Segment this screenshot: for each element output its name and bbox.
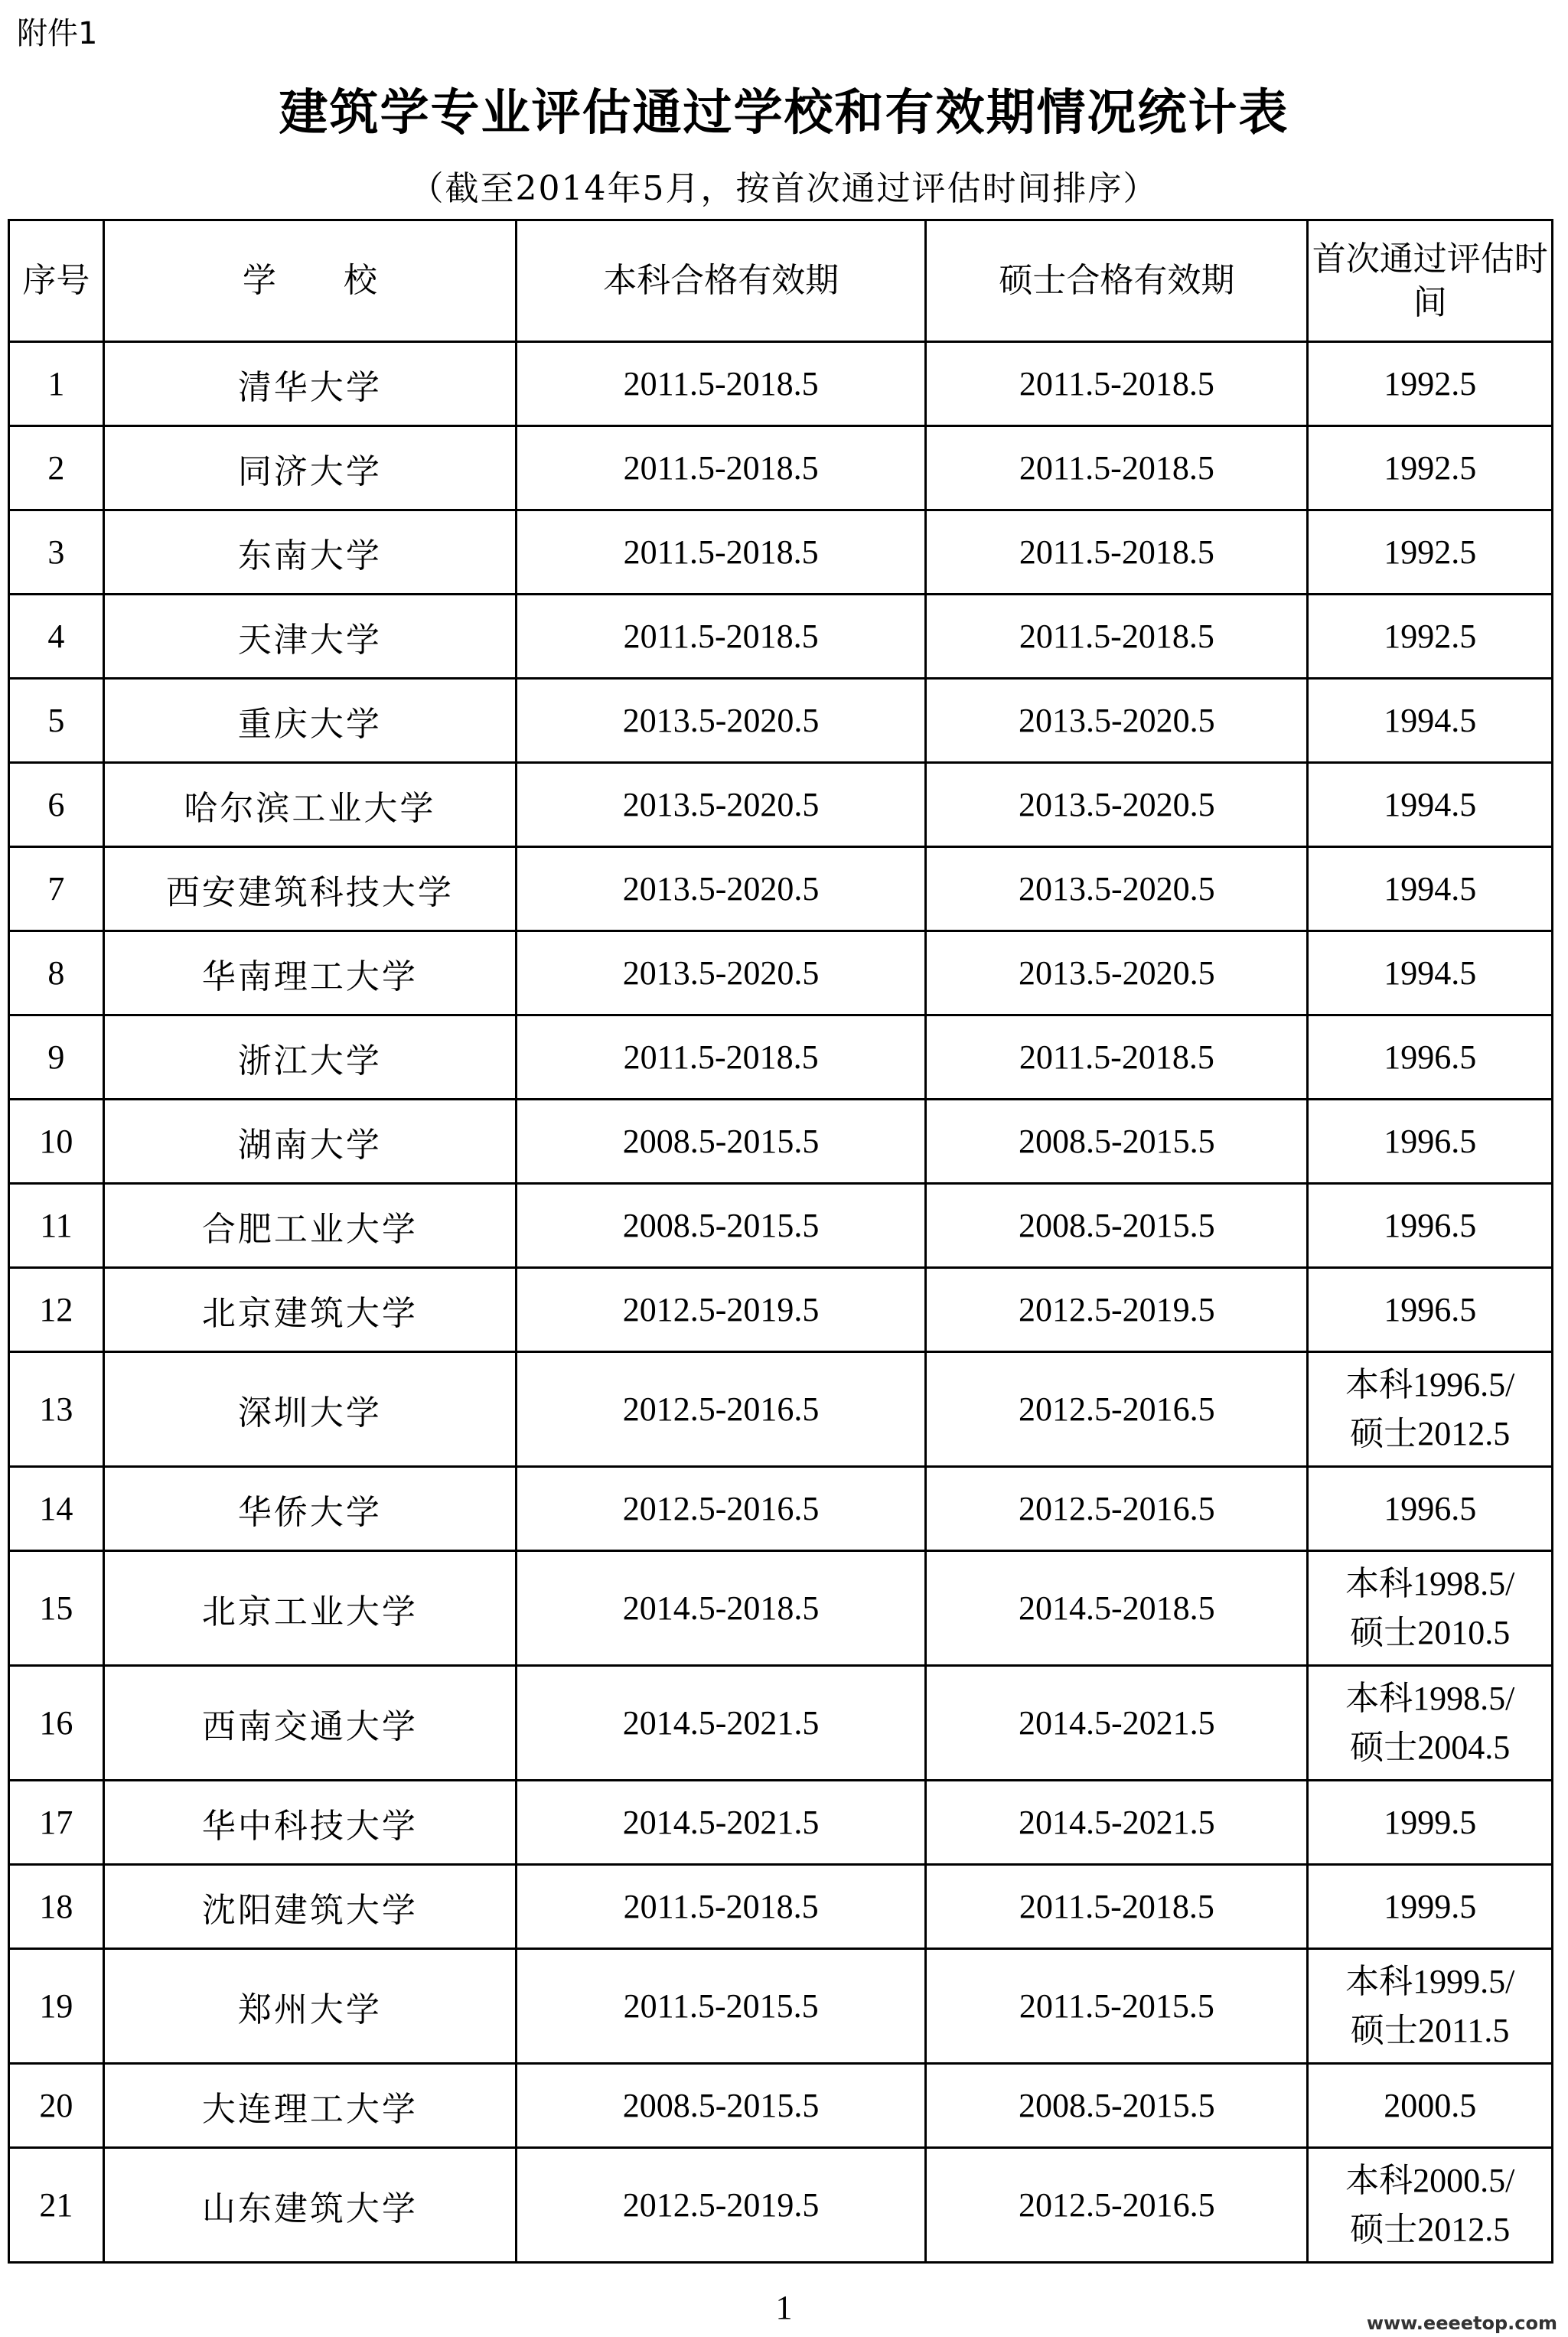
table-body [9,342,1553,2263]
school-name: 山东建筑大学 [103,2148,516,2263]
undergrad-validity: 2011.5-2018.5 [517,426,926,510]
undergrad-validity: 2014.5-2021.5 [517,1666,926,1781]
master-validity: 2013.5-2020.5 [926,679,1308,763]
table-row [9,2148,1553,2263]
undergrad-validity: 2012.5-2019.5 [517,1268,926,1352]
school-name: 东南大学 [103,510,516,595]
row-index: 15 [9,1551,104,1666]
table-row [9,1268,1553,1352]
first-pass-date [1308,1467,1553,1551]
first-pass-date [1308,1781,1553,1865]
table-row [9,931,1553,1015]
undergrad-validity: 2012.5-2016.5 [517,1352,926,1467]
first-pass-date [1308,1100,1553,1184]
school-name: 沈阳建筑大学 [103,1865,516,1949]
first-pass-line: 本科1998.5/ [1345,1564,1515,1602]
row-index: 3 [9,510,104,595]
master-validity: 2008.5-2015.5 [926,1184,1308,1268]
undergrad-validity: 2011.5-2018.5 [517,1015,926,1100]
first-pass-date [1308,510,1553,595]
table-row [9,679,1553,763]
first-pass-line: 硕士2010.5 [1350,1613,1511,1651]
table-row [9,1551,1553,1666]
master-validity: 2008.5-2015.5 [926,2064,1308,2148]
first-pass-line: 本科1999.5/ [1345,1962,1515,2000]
table-row [9,426,1553,510]
first-pass-date [1308,1666,1553,1781]
master-validity: 2012.5-2016.5 [926,2148,1308,2263]
first-pass-line: 1999.5 [1384,1803,1477,1841]
first-pass-line: 1994.5 [1384,701,1477,739]
table-row [9,1467,1553,1551]
first-pass-line: 硕士2004.5 [1350,1728,1511,1766]
first-pass-date [1308,763,1553,847]
row-index: 17 [9,1781,104,1865]
school-name: 北京工业大学 [103,1551,516,1666]
table-row [9,1781,1553,1865]
row-index: 12 [9,1268,104,1352]
first-pass-line: 硕士2011.5 [1351,2011,1510,2049]
school-name: 清华大学 [103,342,516,426]
row-index: 16 [9,1666,104,1781]
school-name: 大连理工大学 [103,2064,516,2148]
table-row [9,1184,1553,1268]
master-validity: 2011.5-2015.5 [926,1949,1308,2064]
first-pass-line: 1994.5 [1384,953,1477,992]
first-pass-line: 1994.5 [1384,785,1477,823]
first-pass-date [1308,847,1553,931]
row-index: 19 [9,1949,104,2064]
column-header-undergrad-validity: 本科合格有效期 [517,220,926,342]
undergrad-validity: 2011.5-2018.5 [517,342,926,426]
page-title: 建筑学专业评估通过学校和有效期情况统计表 [279,85,1289,142]
page-subtitle: （截至2014年5月，按首次通过评估时间排序） [409,169,1159,208]
undergrad-validity: 2014.5-2018.5 [517,1551,926,1666]
undergrad-validity: 2011.5-2015.5 [517,1949,926,2064]
table-row [9,342,1553,426]
school-name: 西安建筑科技大学 [103,847,516,931]
row-index: 21 [9,2148,104,2263]
undergrad-validity: 2008.5-2015.5 [517,2064,926,2148]
row-index: 14 [9,1467,104,1551]
school-name: 郑州大学 [103,1949,516,2064]
first-pass-date [1308,1949,1553,2064]
school-name: 哈尔滨工业大学 [103,763,516,847]
first-pass-line: 1996.5 [1384,1206,1477,1244]
first-pass-date [1308,1865,1553,1949]
school-name: 北京建筑大学 [103,1268,516,1352]
table-row [9,763,1553,847]
first-pass-date [1308,1268,1553,1352]
master-validity: 2014.5-2021.5 [926,1781,1308,1865]
first-pass-line: 1992.5 [1384,448,1477,487]
first-pass-date [1308,595,1553,679]
first-pass-line: 1996.5 [1384,1290,1477,1328]
first-pass-line: 本科1996.5/ [1345,1365,1515,1403]
master-validity: 2011.5-2018.5 [926,1865,1308,1949]
row-index: 13 [9,1352,104,1467]
school-name: 西南交通大学 [103,1666,516,1781]
row-index: 5 [9,679,104,763]
first-pass-date [1308,1551,1553,1666]
master-validity: 2014.5-2018.5 [926,1551,1308,1666]
first-pass-line: 1992.5 [1384,617,1477,655]
undergrad-validity: 2014.5-2021.5 [517,1781,926,1865]
table-row [9,2064,1553,2148]
school-name: 重庆大学 [103,679,516,763]
school-name: 深圳大学 [103,1352,516,1467]
first-pass-date [1308,679,1553,763]
master-validity: 2012.5-2016.5 [926,1467,1308,1551]
table-row [9,1865,1553,1949]
school-name: 浙江大学 [103,1015,516,1100]
table-row [9,510,1553,595]
first-pass-date [1308,2064,1553,2148]
master-validity: 2014.5-2021.5 [926,1666,1308,1781]
school-name: 华侨大学 [103,1467,516,1551]
first-pass-line: 本科2000.5/ [1345,2161,1515,2199]
first-pass-line: 1996.5 [1384,1038,1477,1076]
undergrad-validity: 2008.5-2015.5 [517,1100,926,1184]
table-row [9,1015,1553,1100]
first-pass-date [1308,1352,1553,1467]
master-validity: 2013.5-2020.5 [926,763,1308,847]
row-index: 9 [9,1015,104,1100]
undergrad-validity: 2011.5-2018.5 [517,595,926,679]
first-pass-line: 1996.5 [1384,1489,1477,1527]
first-pass-date [1308,426,1553,510]
table-row [9,595,1553,679]
first-pass-date [1308,931,1553,1015]
first-pass-line: 1999.5 [1384,1887,1477,1925]
school-name: 合肥工业大学 [103,1184,516,1268]
master-validity: 2012.5-2019.5 [926,1268,1308,1352]
master-validity: 2011.5-2018.5 [926,342,1308,426]
first-pass-line: 1994.5 [1384,869,1477,908]
row-index: 6 [9,763,104,847]
undergrad-validity: 2013.5-2020.5 [517,931,926,1015]
column-header-first-pass: 首次通过评估时间 [1308,220,1553,342]
master-validity: 2012.5-2016.5 [926,1352,1308,1467]
master-validity: 2008.5-2015.5 [926,1100,1308,1184]
undergrad-validity: 2011.5-2018.5 [517,1865,926,1949]
table-row [9,1949,1553,2064]
undergrad-validity: 2013.5-2020.5 [517,847,926,931]
column-header-index: 序号 [9,220,104,342]
first-pass-date [1308,1184,1553,1268]
master-validity: 2011.5-2018.5 [926,595,1308,679]
row-index: 1 [9,342,104,426]
undergrad-validity: 2011.5-2018.5 [517,510,926,595]
table-row [9,1100,1553,1184]
row-index: 2 [9,426,104,510]
row-index: 18 [9,1865,104,1949]
first-pass-line: 1992.5 [1384,533,1477,571]
row-index: 7 [9,847,104,931]
first-pass-line: 2000.5 [1384,2086,1477,2124]
master-validity: 2011.5-2018.5 [926,510,1308,595]
master-validity: 2013.5-2020.5 [926,931,1308,1015]
row-index: 10 [9,1100,104,1184]
first-pass-line: 硕士2012.5 [1350,2210,1511,2248]
first-pass-date [1308,2148,1553,2263]
row-index: 20 [9,2064,104,2148]
school-name: 同济大学 [103,426,516,510]
page-number: 1 [775,2289,793,2326]
first-pass-date [1308,342,1553,426]
row-index: 11 [9,1184,104,1268]
table-row [9,1352,1553,1467]
undergrad-validity: 2013.5-2020.5 [517,763,926,847]
table-row [9,847,1553,931]
row-index: 4 [9,595,104,679]
school-name: 天津大学 [103,595,516,679]
undergrad-validity: 2013.5-2020.5 [517,679,926,763]
undergrad-validity: 2008.5-2015.5 [517,1184,926,1268]
attachment-label: 附件1 [17,16,98,51]
master-validity: 2011.5-2018.5 [926,426,1308,510]
school-name: 湖南大学 [103,1100,516,1184]
first-pass-line: 硕士2012.5 [1350,1414,1511,1452]
first-pass-line: 1992.5 [1384,364,1477,403]
undergrad-validity: 2012.5-2016.5 [517,1467,926,1551]
master-validity: 2011.5-2018.5 [926,1015,1308,1100]
master-validity: 2013.5-2020.5 [926,847,1308,931]
first-pass-line: 1996.5 [1384,1122,1477,1160]
school-name: 华中科技大学 [103,1781,516,1865]
first-pass-line: 本科1998.5/ [1345,1679,1515,1717]
table-header-row [9,220,1553,342]
undergrad-validity: 2012.5-2019.5 [517,2148,926,2263]
column-header-master-validity: 硕士合格有效期 [926,220,1308,342]
table-row [9,1666,1553,1781]
row-index: 8 [9,931,104,1015]
school-name: 华南理工大学 [103,931,516,1015]
watermark: www.eeeetop.com [1366,2313,1557,2334]
column-header-school: 学 校 [103,220,516,342]
first-pass-date [1308,1015,1553,1100]
accreditation-table [8,219,1553,2264]
